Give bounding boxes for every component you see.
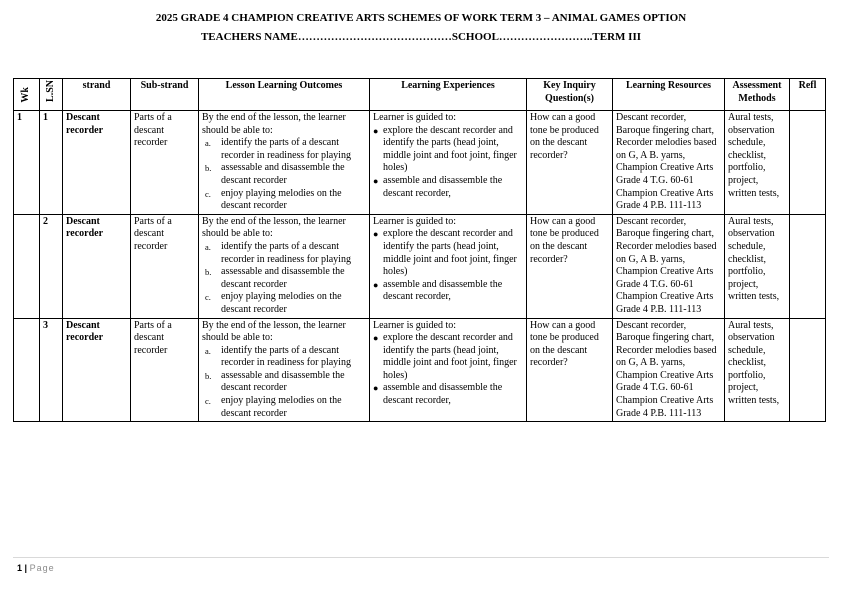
- cell-week: 1: [14, 111, 40, 215]
- outcomes-list: [202, 345, 366, 421]
- header-row: [14, 79, 826, 111]
- experiences-intro: Learner is guided to:: [373, 215, 457, 227]
- outcomes-intro: By the end of the lesson, the learner should be able to:: [202, 215, 346, 240]
- list-item: a. identify the parts of a descant recorder in readiness for playing: [205, 344, 351, 369]
- col-header-learning-resources: Learning Resources: [613, 79, 725, 111]
- cell-outcomes: [199, 214, 370, 318]
- table-row: [14, 111, 826, 215]
- document-title: 2025 GRADE 4 CHAMPION CREATIVE ARTS SCHEMES OF WORK TERM 3 – ANIMAL GAMES OPTION: [155, 12, 687, 24]
- experiences-list: [373, 332, 523, 408]
- page-number: 1: [17, 563, 23, 573]
- footer-divider: [13, 557, 829, 558]
- outcomes-list: [202, 137, 366, 213]
- list-item: ● assemble and disassemble the descant recorder,: [373, 279, 523, 304]
- cell-key-question: How can a good tone be produced on the descant recorder?: [527, 214, 613, 318]
- cell-lesson: 2: [40, 214, 63, 318]
- outcomes-intro: By the end of the lesson, the learner should be able to:: [202, 112, 346, 136]
- list-item: ● explore the descant recorder and identify the parts (head joint, middle joint and foot joint, finger holes): [373, 332, 523, 382]
- schemes-of-work-table: [13, 78, 826, 422]
- cell-key-question: How can a good tone be produced on the descant recorder?: [527, 318, 613, 422]
- table-row: [14, 318, 826, 422]
- cell-week: [14, 214, 40, 318]
- cell-resources: Descant recorder, Baroque fingering chart, Recorder melodies based on G, A B. yarns, Champion Creative Arts Grade 4 T.G. 60-61 Champion Creative Arts Grade 4 P.B. 111-113: [613, 111, 725, 215]
- col-header-key-inquiry: Key Inquiry Question(s): [527, 79, 613, 111]
- cell-reflection: [790, 214, 826, 318]
- cell-outcomes: [199, 318, 370, 422]
- list-item: ● assemble and disassemble the descant recorder,: [373, 382, 523, 407]
- col-header-week: Wk: [14, 79, 40, 111]
- list-item: ● assemble and disassemble the descant recorder,: [373, 175, 523, 200]
- cell-lesson: 1: [40, 111, 63, 215]
- col-header-learning-outcomes: Lesson Learning Outcomes: [199, 79, 370, 111]
- outcomes-intro: By the end of the lesson, the learner should be able to:: [202, 319, 346, 344]
- cell-lesson: 3: [40, 318, 63, 422]
- cell-strand: Descant recorder: [63, 318, 131, 422]
- list-item: c. enjoy playing melodies on the descant recorder: [205, 187, 342, 212]
- footer-separator: |: [24, 563, 28, 573]
- cell-outcomes: [199, 111, 370, 215]
- col-header-learning-experiences: Learning Experiences: [370, 79, 527, 111]
- cell-reflection: [790, 111, 826, 215]
- list-item: c. enjoy playing melodies on the descant recorder: [205, 291, 342, 315]
- col-header-strand: strand: [63, 79, 131, 111]
- list-item: b. assessable and disassemble the descant recorder: [205, 266, 345, 290]
- experiences-intro: Learner is guided to:: [373, 319, 457, 331]
- teacher-school-line: TEACHERS NAME……………………………………SCHOOL……………………..TERM III: [200, 31, 642, 43]
- cell-experiences: [370, 318, 527, 422]
- cell-substrand: Parts of a descant recorder: [131, 214, 199, 318]
- col-header-sub-strand: Sub-strand: [131, 79, 199, 111]
- list-item: ● explore the descant recorder and identify the parts (head joint, middle joint and foot joint, finger holes): [373, 228, 523, 278]
- page-label: Page: [29, 563, 55, 573]
- experiences-list: [373, 228, 523, 304]
- list-item: c. enjoy playing melodies on the descant recorder: [205, 395, 342, 419]
- cell-substrand: Parts of a descant recorder: [131, 318, 199, 422]
- col-header-assessment: Assessment Methods: [725, 79, 790, 111]
- cell-strand: Descant recorder: [63, 111, 131, 215]
- cell-resources: Descant recorder, Baroque fingering chart, Recorder melodies based on G, A B. yarns, Champion Creative Arts Grade 4 T.G. 60-61 Champion Creative Arts Grade 4 P.B. 111-113: [613, 318, 725, 422]
- col-header-reflection: Refl: [790, 79, 826, 111]
- outcomes-list: [202, 241, 366, 317]
- cell-reflection: [790, 318, 826, 422]
- list-item: a. identify the parts of a descant recorder in readiness for playing: [205, 240, 351, 265]
- list-item: b. assessable and disassemble the descant recorder: [205, 162, 345, 186]
- list-item: a. identify the parts of a descant recorder in readiness for playing: [205, 137, 351, 161]
- cell-strand: Descant recorder: [63, 214, 131, 318]
- cell-key-question: How can a good tone be produced on the descant recorder?: [527, 111, 613, 215]
- cell-experiences: [370, 111, 527, 215]
- cell-assessment: Aural tests, observation schedule, checklist, portfolio, project, written tests,: [725, 214, 790, 318]
- list-item: b. assessable and disassemble the descant recorder: [205, 369, 345, 394]
- cell-experiences: [370, 214, 527, 318]
- col-header-lesson-number: L.SN: [40, 79, 63, 111]
- cell-resources: Descant recorder, Baroque fingering chart, Recorder melodies based on G, A B. yarns, Champion Creative Arts Grade 4 T.G. 60-61 Champion Creative Arts Grade 4 P.B. 111-113: [613, 214, 725, 318]
- cell-week: [14, 318, 40, 422]
- experiences-list: [373, 125, 523, 201]
- experiences-intro: Learner is guided to:: [373, 112, 457, 123]
- list-item: ● explore the descant recorder and identify the parts (head joint, middle joint and foot joint, finger holes): [373, 125, 523, 175]
- page-footer: [17, 563, 55, 573]
- cell-assessment: Aural tests, observation schedule, checklist, portfolio, project, written tests,: [725, 318, 790, 422]
- cell-substrand: Parts of a descant recorder: [131, 111, 199, 215]
- table-row: [14, 214, 826, 318]
- cell-assessment: Aural tests, observation schedule, checklist, portfolio, project, written tests,: [725, 111, 790, 215]
